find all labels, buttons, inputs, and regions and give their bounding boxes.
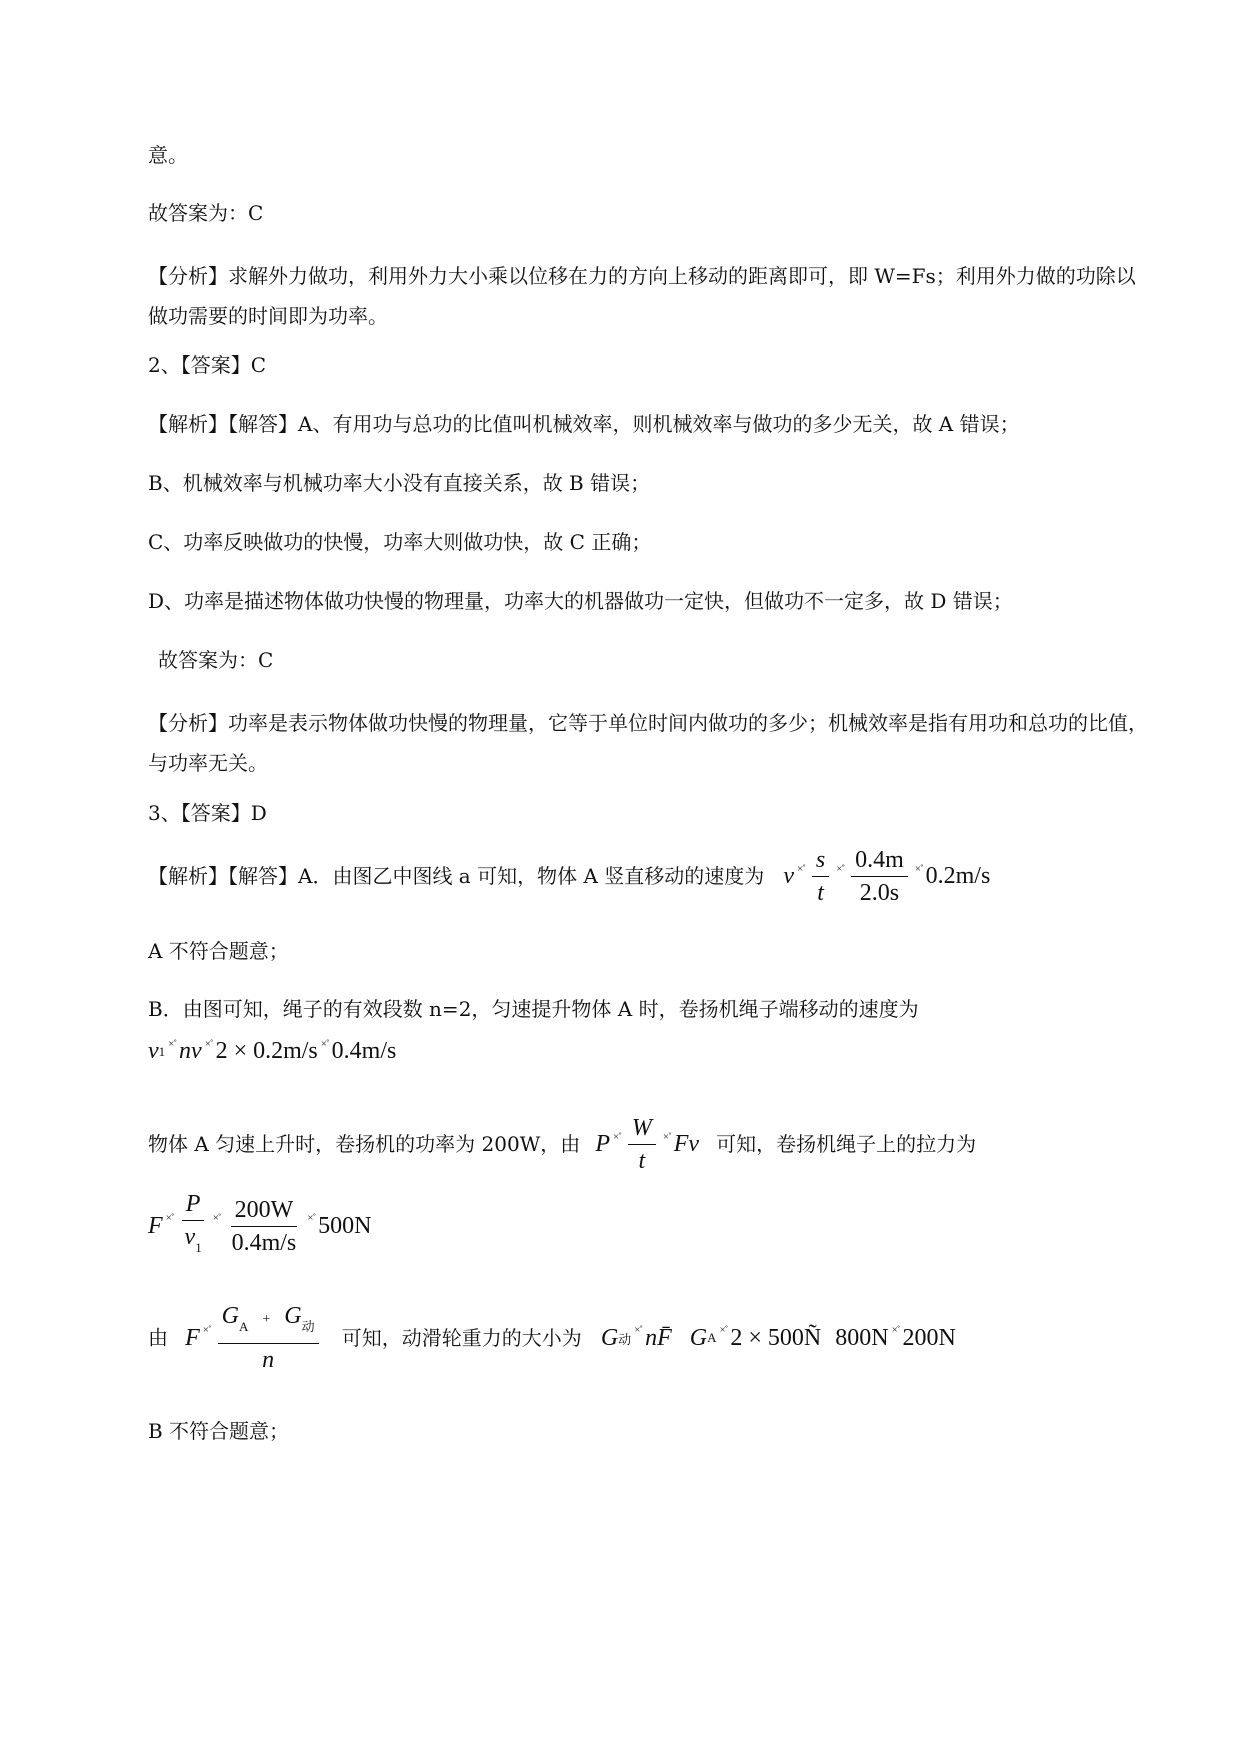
plus-glyph: + xyxy=(262,1312,271,1327)
force-equation xyxy=(148,1190,371,1262)
math-symbol: P xyxy=(595,1131,611,1157)
equals-glyph: ×˚ xyxy=(662,1130,671,1143)
equals-glyph: ×˚ xyxy=(165,1212,174,1224)
math-symbol: Fv xyxy=(673,1131,700,1157)
math-symbol: G xyxy=(600,1324,619,1351)
math-symbol: v xyxy=(148,1038,159,1064)
formula-line-2 xyxy=(148,1038,396,1065)
formula-line-1 xyxy=(148,846,990,907)
subscript: 1 xyxy=(158,1043,166,1059)
denominator xyxy=(181,1221,206,1262)
fraction xyxy=(218,1302,319,1374)
power-equation xyxy=(595,1114,699,1175)
subscript: A xyxy=(707,1330,717,1345)
text-line: 【解析】【解答】A．由图乙中图线 a 可知，物体 A 竖直移动的速度为 xyxy=(148,864,765,888)
subscript: A xyxy=(238,1319,249,1334)
equals-glyph: ×˚ xyxy=(320,1037,329,1050)
equals-glyph: ×˚ xyxy=(797,862,805,875)
velocity-equation xyxy=(783,846,990,907)
math-symbol: F xyxy=(185,1324,200,1351)
subscript: 1 xyxy=(195,1240,202,1255)
text-line: 可知，卷扬机绳子上的拉力为 xyxy=(716,1132,977,1156)
formula-line-3 xyxy=(148,1114,976,1175)
text-line: B、机械效率与机械功率大小没有直接关系，故 B 错误； xyxy=(148,471,651,495)
equals-glyph: ×˚ xyxy=(914,862,923,875)
formula-line-5 xyxy=(148,1302,956,1374)
numerator: 200W xyxy=(231,1196,298,1227)
fraction xyxy=(851,846,908,907)
denominator: 2.0s xyxy=(859,880,900,906)
result-value: 0.4m/s xyxy=(331,1038,397,1064)
math-symbol: G xyxy=(284,1303,302,1329)
text-line: C、功率反映做功的快慢，功率大则做功快，故 C 正确； xyxy=(148,530,652,554)
text-paragraph: 【分析】求解外力做功，利用外力大小乘以位移在力的方向上移动的距离即可，即 W=Fs；利用外力做的功除以做功需要的时间即为功率。 xyxy=(148,264,1136,328)
text-paragraph: 【分析】功率是表示物体做功快慢的物理量，它等于单位时间内做功的多少；机械效率是指有用功和总功的比值，与功率无关。 xyxy=(148,711,1148,775)
text-line: 物体 A 匀速上升时，卷扬机的功率为 200W，由 xyxy=(148,1132,581,1156)
fraction xyxy=(628,1114,656,1175)
numerator: 0.4m xyxy=(851,846,908,877)
fraction xyxy=(812,846,829,907)
equals-glyph: ×˚ xyxy=(212,1212,221,1224)
equals-glyph: ×˚ xyxy=(634,1324,643,1336)
answer-heading: 3、【答案】D xyxy=(148,801,267,825)
equals-glyph: ×˚ xyxy=(891,1324,900,1336)
numerator: W xyxy=(628,1114,656,1145)
text-line: 故答案为：C xyxy=(158,648,274,672)
subscript: 动 xyxy=(618,1331,632,1347)
math-expression: 2 × 500Ñ xyxy=(730,1324,822,1351)
math-symbol: nv xyxy=(179,1038,202,1064)
result-value: 200N xyxy=(902,1324,956,1351)
weight-relation-equation xyxy=(185,1302,323,1374)
denominator: 0.4m/s xyxy=(231,1229,297,1256)
fraction xyxy=(181,1190,206,1262)
formula-line-4 xyxy=(148,1190,371,1262)
denominator: t xyxy=(638,1148,646,1174)
math-symbol: G xyxy=(689,1324,708,1351)
subscript: 动 xyxy=(301,1319,315,1334)
equals-glyph: ×˚ xyxy=(836,862,845,875)
numerator: s xyxy=(812,846,829,877)
text-line: B．由图可知，绳子的有效段数 n=2，匀速提升物体 A 时，卷扬机绳子端移动的速度为 xyxy=(148,997,919,1021)
text-line: B 不符合题意； xyxy=(148,1419,290,1443)
equals-glyph: ×˚ xyxy=(613,1130,621,1143)
math-symbol: G xyxy=(221,1303,239,1329)
text-line: 【解析】【解答】A、有用功与总功的比值叫机械效率，则机械效率与做功的多少无关，故 A 错误； xyxy=(148,412,1020,436)
math-symbol: F xyxy=(148,1212,163,1239)
numerator: P xyxy=(182,1190,205,1221)
equals-glyph: ×˚ xyxy=(168,1037,177,1050)
equals-glyph: ×˚ xyxy=(719,1324,728,1336)
pulley-weight-equation xyxy=(601,1325,956,1352)
text-line: 故答案为：C xyxy=(148,201,264,225)
result-value: 0.2m/s xyxy=(925,863,991,889)
math-symbol: v xyxy=(184,1224,196,1250)
numerator xyxy=(218,1302,319,1344)
equals-glyph: ×˚ xyxy=(307,1212,316,1224)
text-line: 由 xyxy=(148,1325,168,1350)
fraction xyxy=(228,1196,301,1257)
rope-speed-equation xyxy=(148,1038,396,1065)
math-expression: 2 × 0.2m/s xyxy=(215,1038,318,1064)
text-line: D、功率是描述物体做功快慢的物理量，功率大的机器做功一定快，但做功不一定多，故 D 错误； xyxy=(148,589,1013,613)
answer-heading: 2、【答案】C xyxy=(148,353,267,377)
text-line: A 不符合题意； xyxy=(148,939,289,963)
math-symbol: v xyxy=(783,863,794,889)
equals-glyph: ×˚ xyxy=(204,1037,213,1050)
math-expression: 800N xyxy=(835,1324,889,1351)
result-value: 500N xyxy=(318,1212,372,1239)
text-line: 意。 xyxy=(148,143,188,167)
math-symbol: nF̄ xyxy=(645,1324,672,1351)
denominator: t xyxy=(817,880,824,906)
equals-glyph: ×˚ xyxy=(202,1324,211,1336)
text-line: 可知，动滑轮重力的大小为 xyxy=(341,1325,582,1350)
denominator: n xyxy=(262,1347,275,1373)
